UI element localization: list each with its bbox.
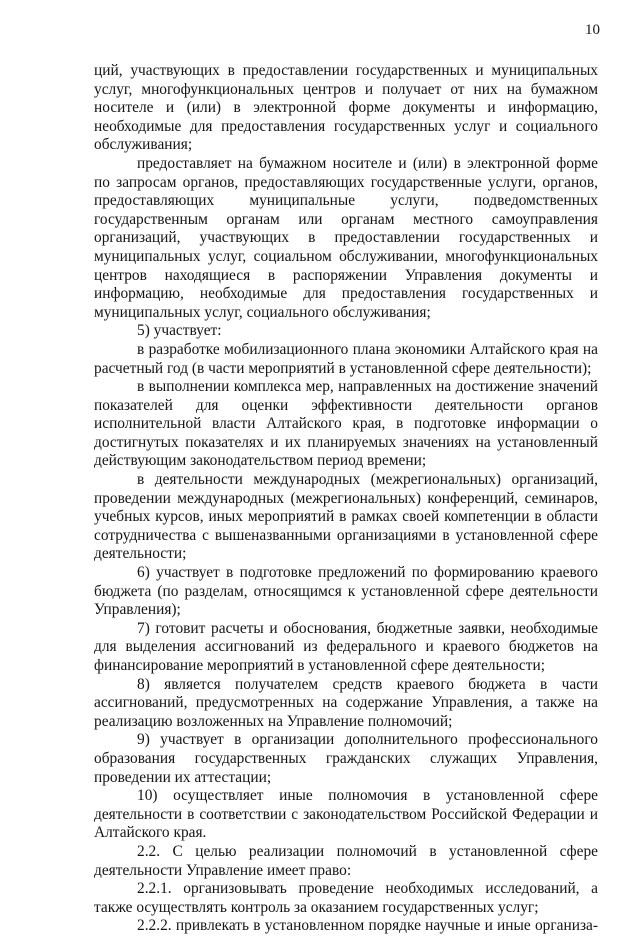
paragraph-mobilization-plan: в разработке мобилизационного плана экономики Алтайского края на расчетный год (в части мероприятий в установленной сфере деятельности); [94, 340, 598, 377]
paragraph-section-2-2: 2.2. С целью реализации полномочий в установленной сфере деятельности Управление имеет право: [94, 842, 598, 879]
paragraph-item-5: 5) участвует: [137, 322, 222, 340]
paragraph-section-2-2-2: 2.2.2. привлекать в установленном порядке научные и иные организа- [137, 917, 598, 935]
paragraph-item-8: 8) является получателем средств краевого бюджета в части ассигнований, предусмотренных на содержание Управления, а также на реализацию возложенных на Управление полномочий; [94, 675, 598, 730]
paragraph-international-activity: в деятельности международных (межрегиональных) организаций, проведении международных (межрегиональных) конференций, семинаров, учебных курсов, иных мероприятий в рамках своей компетенции в области сотрудничества с вышеназванными организациями в установленной сфере деятельности; [94, 471, 598, 563]
paragraph-provides-info: предоставляет на бумажном носителе и (или) в электронной форме по запросам органов, предоставляющих государственные услуги, органов, предоставляющих муниципальные услуги, подведомственных государственным органам или органам местного самоуправления организаций, участвующих в предоставлении государственных и муниципальных услуг, социальном обслуживании, многофункциональных центров находящиеся в распоряжении Управления документы и информацию, необходимые для предоставления государственных и муниципальных услуг, социального обслуживания; [94, 154, 598, 321]
paragraph-item-6: 6) участвует в подготовке предложений по формированию краевого бюджета (по разделам, относящимся к установленной сфере деятельности Управления); [94, 564, 598, 619]
paragraph-item-9: 9) участвует в организации дополнительного профессионального образования государственных гражданских служащих Управления, проведении их аттестации; [94, 731, 598, 786]
paragraph-item-7: 7) готовит расчеты и обоснования, бюджетные заявки, необходимые для выделения ассигнований из федерального и краевого бюджетов на финансирование мероприятий в установленной сфере деятельности; [94, 619, 598, 674]
page-number: 10 [585, 22, 600, 38]
paragraph-continuation: ций, участвующих в предоставлении государственных и муниципальных услуг, многофункциональных центров и получает от них на бумажном носителе и (или) в электронной форме документы и информацию, необходимые для предоставления государственных услуг и социального обслуживания; [94, 62, 598, 154]
paragraph-efficiency-measures: в выполнении комплекса мер, направленных на достижение значений показателей для оценки эффективности деятельности органов исполнительной власти Алтайского края, в подготовке информации о достигнутых показателях и их планируемых значениях на установленный действующим законодательством период времени; [94, 378, 598, 470]
document-body [94, 62, 598, 936]
paragraph-section-2-2-1: 2.2.1. организовывать проведение необходимых исследований, а также осуществлять контроль за оказанием государственных услуг; [94, 880, 598, 916]
paragraph-item-10: 10) осуществляет иные полномочия в установленной сфере деятельности в соответствии с законодательством Российской Федерации и Алтайского края. [94, 787, 598, 842]
